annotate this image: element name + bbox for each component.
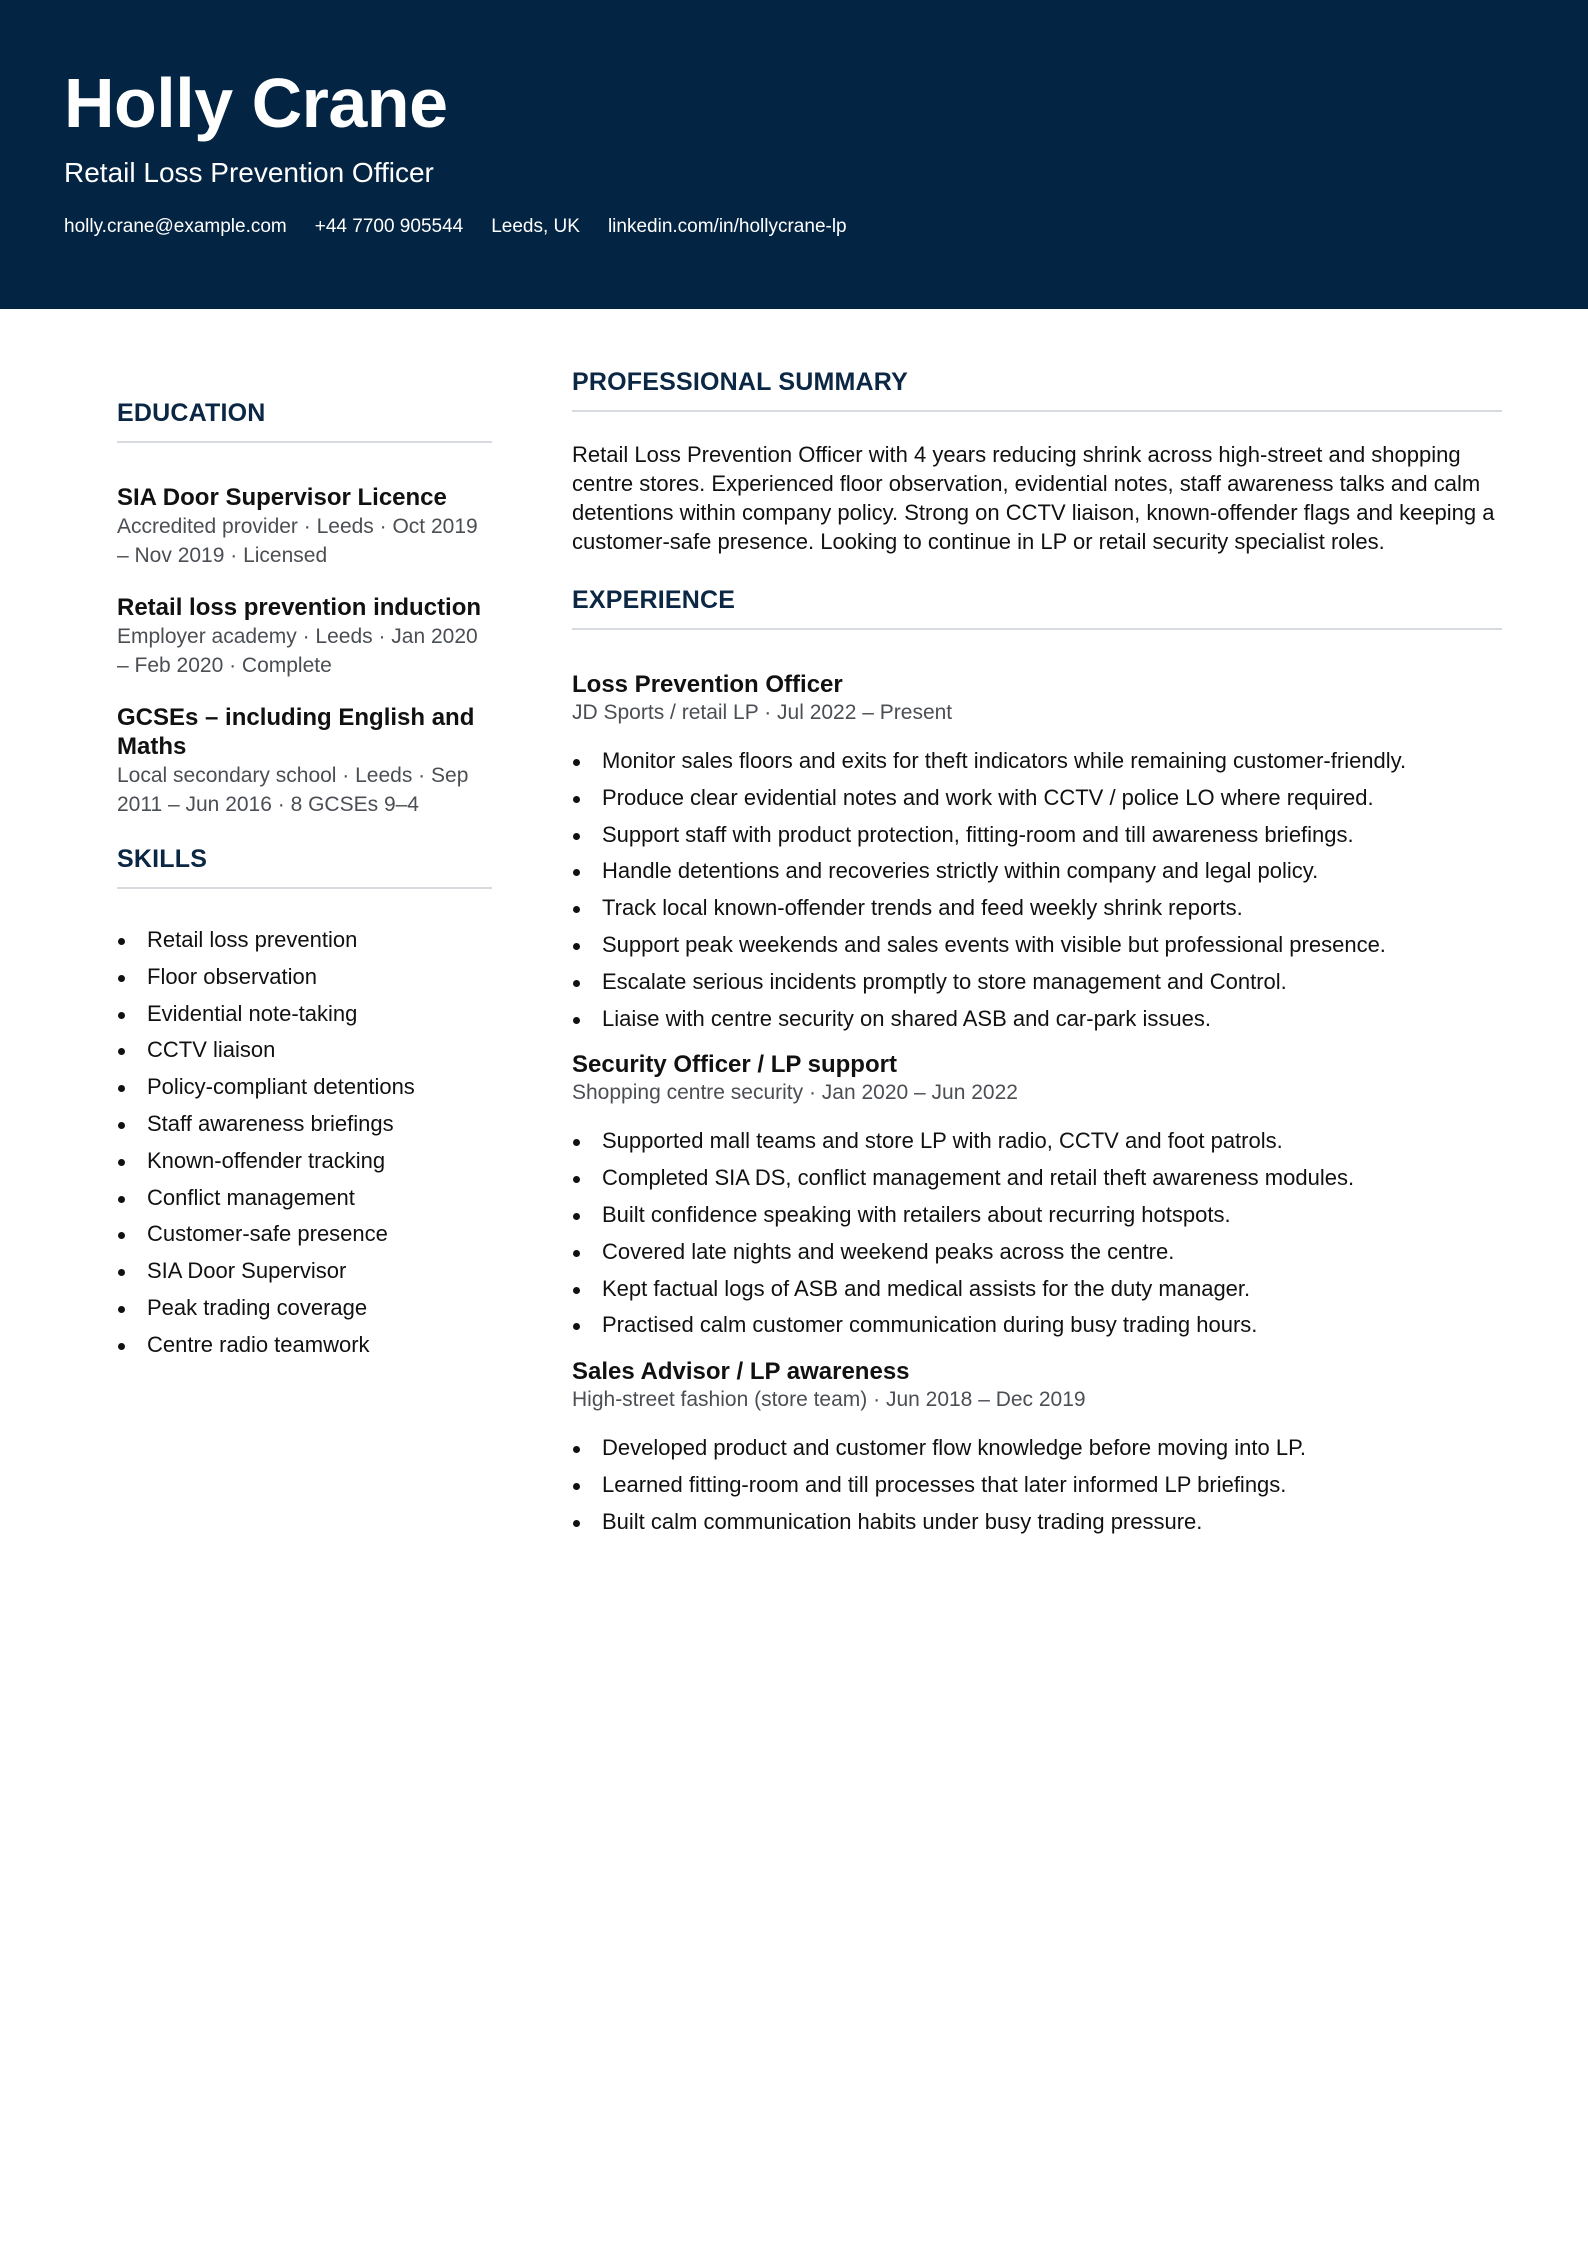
experience-section xyxy=(572,583,1502,1541)
skill-item: Staff awareness briefings xyxy=(117,1106,492,1143)
skills-section xyxy=(117,842,492,1364)
job-bullet: Practised calm customer communication during busy trading hours. xyxy=(572,1307,1502,1344)
job-bullet: Built confidence speaking with retailers about recurring hotspots. xyxy=(572,1197,1502,1234)
job-responsibilities xyxy=(572,1123,1502,1344)
job-meta: JD Sports / retail LP · Jul 2022 – Present xyxy=(572,701,953,724)
job-bullet: Track local known-offender trends and feed weekly shrink reports. xyxy=(572,890,1502,927)
skill-item: Conflict management xyxy=(117,1180,492,1217)
resume-header xyxy=(0,0,1588,309)
linkedin-link[interactable]: linkedin.com/in/hollycrane-lp xyxy=(607,216,847,237)
job-responsibilities xyxy=(572,743,1502,1037)
job-entry xyxy=(572,671,1502,1037)
job-bullet: Support staff with product protection, fitting-room and till awareness briefings. xyxy=(572,817,1502,854)
job-entry xyxy=(572,1051,1502,1344)
skill-item: Policy-compliant detentions xyxy=(117,1069,492,1106)
job-bullet: Escalate serious incidents promptly to store management and Control. xyxy=(572,964,1502,1001)
job-bullet: Learned fitting-room and till processes that later informed LP briefings. xyxy=(572,1467,1502,1504)
skills-list xyxy=(117,922,492,1364)
left-column xyxy=(117,396,492,1364)
professional-summary-section xyxy=(572,365,1502,556)
job-bullet: Built calm communication habits under busy trading pressure. xyxy=(572,1504,1502,1541)
job-meta: Shopping centre security · Jan 2020 – Jun 2022 xyxy=(572,1081,1018,1105)
education-name: SIA Door Supervisor Licence xyxy=(117,484,447,511)
education-list xyxy=(117,483,492,819)
job-bullet: Liaise with centre security on shared ASB and car-park issues. xyxy=(572,1001,1502,1038)
job-bullet: Supported mall teams and store LP with radio, CCTV and foot patrols. xyxy=(572,1123,1502,1160)
education-meta: Accredited provider · Leeds · Oct 2019 – Nov 2019 · Licensed xyxy=(117,515,478,567)
education-item xyxy=(117,483,492,570)
candidate-title: Retail Loss Prevention Officer xyxy=(64,157,434,188)
education-heading: EDUCATION xyxy=(117,396,492,443)
candidate-name: Holly Crane xyxy=(64,64,448,142)
job-bullet: Support peak weekends and sales events with visible but professional presence. xyxy=(572,927,1502,964)
location: Leeds, UK xyxy=(491,216,580,237)
job-entry xyxy=(572,1358,1502,1540)
skill-item: Floor observation xyxy=(117,959,492,996)
job-title: Sales Advisor / LP awareness xyxy=(572,1358,910,1386)
skill-item: CCTV liaison xyxy=(117,1032,492,1069)
email-link[interactable]: holly.crane@example.com xyxy=(64,216,287,237)
experience-heading: EXPERIENCE xyxy=(572,583,1502,630)
professional-summary-heading: PROFESSIONAL SUMMARY xyxy=(572,365,1502,412)
professional-summary-text: Retail Loss Prevention Officer with 4 years reducing shrink across high-street and shopping centre stores. Experienced floor observation, evidential notes, staff awareness talks and calm detentions within company policy. Strong on CCTV liaison, known-offender flags and keeping a customer-safe presence. Looking to continue in LP or retail security specialist roles. xyxy=(572,442,1495,554)
job-bullet: Developed product and customer flow knowledge before moving into LP. xyxy=(572,1430,1502,1467)
education-meta: Employer academy · Leeds · Jan 2020 – Feb 2020 · Complete xyxy=(117,625,478,677)
phone-number: +44 7700 905544 xyxy=(314,216,464,237)
contact-details xyxy=(64,214,847,240)
job-bullet: Monitor sales floors and exits for theft indicators while remaining customer-friendly. xyxy=(572,743,1502,780)
skill-item: Known-offender tracking xyxy=(117,1143,492,1180)
right-column xyxy=(572,365,1502,1555)
job-bullet: Produce clear evidential notes and work with CCTV / police LO where required. xyxy=(572,780,1502,817)
education-name: Retail loss prevention induction xyxy=(117,594,482,621)
job-bullet: Completed SIA DS, conflict management and retail theft awareness modules. xyxy=(572,1160,1502,1197)
job-bullet: Covered late nights and weekend peaks across the centre. xyxy=(572,1234,1502,1271)
job-bullet: Handle detentions and recoveries strictly within company and legal policy. xyxy=(572,853,1502,890)
education-section xyxy=(117,396,492,819)
job-bullet: Kept factual logs of ASB and medical assists for the duty manager. xyxy=(572,1271,1502,1308)
skill-item: Retail loss prevention xyxy=(117,922,492,959)
education-item xyxy=(117,593,492,680)
education-meta: Local secondary school · Leeds · Sep 2011 – Jun 2016 · 8 GCSEs 9–4 xyxy=(117,764,469,816)
job-title: Security Officer / LP support xyxy=(572,1051,897,1079)
education-item xyxy=(117,703,492,819)
experience-list xyxy=(572,671,1502,1541)
skill-item: Centre radio teamwork xyxy=(117,1327,492,1364)
skill-item: Evidential note-taking xyxy=(117,996,492,1033)
skill-item: Peak trading coverage xyxy=(117,1290,492,1327)
skill-item: SIA Door Supervisor xyxy=(117,1253,492,1290)
skill-item: Customer-safe presence xyxy=(117,1216,492,1253)
skills-heading: SKILLS xyxy=(117,842,492,889)
job-meta: High-street fashion (store team) · Jun 2018 – Dec 2019 xyxy=(572,1388,1086,1412)
job-responsibilities xyxy=(572,1430,1502,1540)
job-title: Loss Prevention Officer xyxy=(572,671,843,698)
education-name: GCSEs – including English and Maths xyxy=(117,704,475,760)
